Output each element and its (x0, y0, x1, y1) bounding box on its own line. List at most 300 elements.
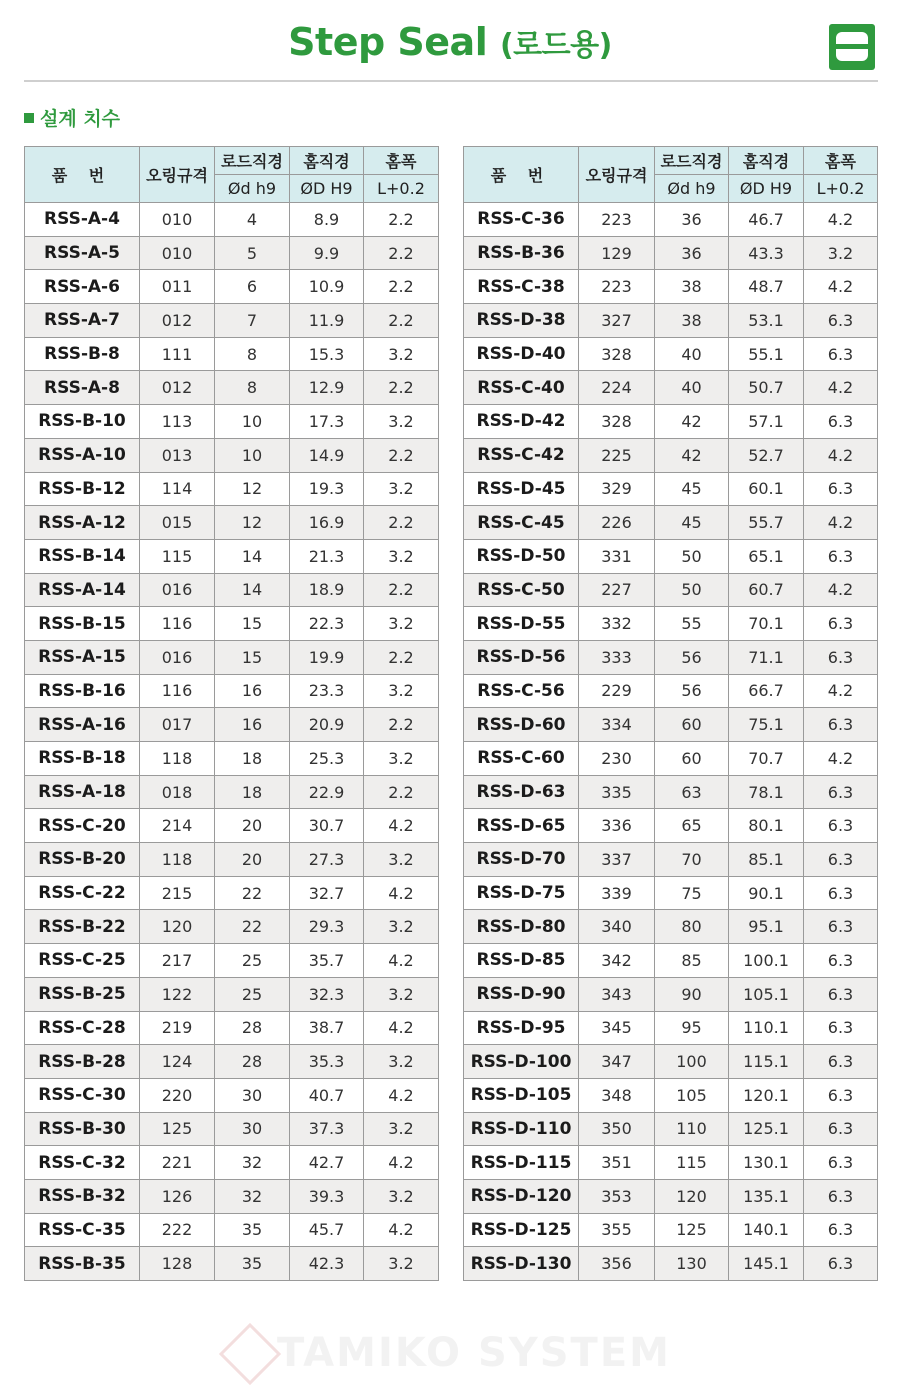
cell-rod-dia: 55 (655, 607, 729, 641)
cell-part-no: RSS-C-50 (464, 573, 579, 607)
cell-rod-dia: 20 (215, 809, 290, 843)
cell-groove-width: 4.2 (364, 1146, 439, 1180)
cell-oring: 120 (140, 910, 215, 944)
cell-groove-dia: 105.1 (729, 977, 804, 1011)
cell-groove-dia: 18.9 (290, 573, 364, 607)
cell-oring: 016 (140, 573, 215, 607)
cell-part-no: RSS-B-12 (25, 472, 140, 506)
title-main: Step Seal (288, 20, 488, 64)
cell-groove-dia: 70.1 (729, 607, 804, 641)
watermark (225, 1330, 671, 1376)
cell-groove-dia: 12.9 (290, 371, 364, 405)
table-row (464, 910, 878, 944)
table-row (464, 1045, 878, 1079)
cell-oring: 223 (579, 270, 655, 304)
table-row (25, 944, 439, 978)
cell-part-no: RSS-D-95 (464, 1011, 579, 1045)
cell-groove-dia: 80.1 (729, 809, 804, 843)
cell-part-no: RSS-C-22 (25, 876, 140, 910)
cell-oring: 010 (140, 203, 215, 237)
cell-groove-dia: 35.3 (290, 1045, 364, 1079)
cell-groove-width: 6.3 (804, 1078, 878, 1112)
header-groove-sub: ØD H9 (290, 175, 364, 203)
table-row (25, 472, 439, 506)
header-width-sub: L+0.2 (804, 175, 878, 203)
cell-oring: 012 (140, 304, 215, 338)
cell-groove-dia: 60.1 (729, 472, 804, 506)
cell-part-no: RSS-C-56 (464, 674, 579, 708)
cell-rod-dia: 4 (215, 203, 290, 237)
cell-groove-dia: 42.3 (290, 1247, 364, 1281)
cell-rod-dia: 63 (655, 775, 729, 809)
table-row (464, 203, 878, 237)
cell-rod-dia: 28 (215, 1011, 290, 1045)
cell-groove-width: 6.3 (804, 977, 878, 1011)
table-row (25, 977, 439, 1011)
cell-part-no: RSS-D-38 (464, 304, 579, 338)
table-row (464, 472, 878, 506)
cell-rod-dia: 35 (215, 1213, 290, 1247)
cell-groove-dia: 30.7 (290, 809, 364, 843)
cell-part-no: RSS-C-45 (464, 506, 579, 540)
table-row (25, 203, 439, 237)
cell-oring: 124 (140, 1045, 215, 1079)
cell-groove-dia: 95.1 (729, 910, 804, 944)
cell-oring: 125 (140, 1112, 215, 1146)
cell-oring: 116 (140, 607, 215, 641)
cell-part-no: RSS-B-30 (25, 1112, 140, 1146)
table-row (464, 573, 878, 607)
tamiko-logo-icon (829, 24, 875, 70)
cell-part-no: RSS-D-115 (464, 1146, 579, 1180)
cell-oring: 224 (579, 371, 655, 405)
cell-part-no: RSS-D-63 (464, 775, 579, 809)
cell-part-no: RSS-B-16 (25, 674, 140, 708)
cell-part-no: RSS-B-20 (25, 843, 140, 877)
table-body-left (25, 203, 439, 1281)
cell-rod-dia: 10 (215, 405, 290, 439)
cell-groove-width: 6.3 (804, 1247, 878, 1281)
cell-oring: 353 (579, 1179, 655, 1213)
cell-groove-width: 6.3 (804, 1011, 878, 1045)
cell-part-no: RSS-B-22 (25, 910, 140, 944)
header-rod-sub: Ød h9 (215, 175, 290, 203)
cell-groove-dia: 110.1 (729, 1011, 804, 1045)
cell-rod-dia: 95 (655, 1011, 729, 1045)
cell-rod-dia: 50 (655, 573, 729, 607)
cell-part-no: RSS-B-35 (25, 1247, 140, 1281)
table-row (25, 910, 439, 944)
cell-oring: 116 (140, 674, 215, 708)
cell-groove-width: 3.2 (364, 1045, 439, 1079)
cell-groove-width: 3.2 (364, 843, 439, 877)
cell-oring: 115 (140, 539, 215, 573)
table-row (25, 438, 439, 472)
cell-rod-dia: 45 (655, 506, 729, 540)
table-row (464, 405, 878, 439)
cell-groove-width: 3.2 (364, 674, 439, 708)
cell-groove-width: 6.3 (804, 472, 878, 506)
cell-oring: 219 (140, 1011, 215, 1045)
cell-rod-dia: 25 (215, 977, 290, 1011)
cell-groove-dia: 8.9 (290, 203, 364, 237)
cell-oring: 329 (579, 472, 655, 506)
section-heading (24, 104, 120, 131)
cell-groove-width: 6.3 (804, 1045, 878, 1079)
cell-part-no: RSS-B-10 (25, 405, 140, 439)
table-row (464, 775, 878, 809)
cell-groove-dia: 25.3 (290, 742, 364, 776)
cell-groove-width: 2.2 (364, 640, 439, 674)
cell-rod-dia: 16 (215, 674, 290, 708)
cell-part-no: RSS-A-15 (25, 640, 140, 674)
table-row (464, 876, 878, 910)
table-row (464, 337, 878, 371)
cell-rod-dia: 38 (655, 270, 729, 304)
cell-groove-dia: 20.9 (290, 708, 364, 742)
table-row (464, 1078, 878, 1112)
table-row (464, 674, 878, 708)
cell-oring: 328 (579, 405, 655, 439)
header-groove: 홈직경 (729, 147, 804, 175)
cell-oring: 226 (579, 506, 655, 540)
cell-rod-dia: 30 (215, 1112, 290, 1146)
cell-rod-dia: 60 (655, 742, 729, 776)
cell-part-no: RSS-D-75 (464, 876, 579, 910)
cell-groove-width: 3.2 (364, 607, 439, 641)
cell-groove-width: 4.2 (804, 573, 878, 607)
table-row (464, 236, 878, 270)
cell-part-no: RSS-D-130 (464, 1247, 579, 1281)
cell-groove-dia: 22.9 (290, 775, 364, 809)
table-row (25, 506, 439, 540)
cell-part-no: RSS-D-55 (464, 607, 579, 641)
cell-part-no: RSS-D-40 (464, 337, 579, 371)
cell-groove-dia: 42.7 (290, 1146, 364, 1180)
cell-part-no: RSS-C-60 (464, 742, 579, 776)
table-row (25, 236, 439, 270)
cell-part-no: RSS-C-40 (464, 371, 579, 405)
table-row (25, 270, 439, 304)
table-row (25, 304, 439, 338)
header-rod: 로드직경 (215, 147, 290, 175)
cell-groove-width: 3.2 (364, 1179, 439, 1213)
cell-groove-dia: 50.7 (729, 371, 804, 405)
table-row (25, 1213, 439, 1247)
table-row (25, 405, 439, 439)
cell-rod-dia: 120 (655, 1179, 729, 1213)
cell-rod-dia: 85 (655, 944, 729, 978)
cell-oring: 128 (140, 1247, 215, 1281)
cell-oring: 342 (579, 944, 655, 978)
cell-oring: 013 (140, 438, 215, 472)
cell-part-no: RSS-A-18 (25, 775, 140, 809)
cell-rod-dia: 40 (655, 371, 729, 405)
cell-oring: 222 (140, 1213, 215, 1247)
cell-groove-dia: 39.3 (290, 1179, 364, 1213)
cell-rod-dia: 125 (655, 1213, 729, 1247)
cell-groove-width: 6.3 (804, 640, 878, 674)
cell-part-no: RSS-D-80 (464, 910, 579, 944)
table-row (25, 1247, 439, 1281)
title-subtitle: (로드용) (499, 28, 612, 63)
cell-part-no: RSS-C-20 (25, 809, 140, 843)
cell-groove-width: 3.2 (364, 539, 439, 573)
cell-rod-dia: 130 (655, 1247, 729, 1281)
cell-groove-dia: 38.7 (290, 1011, 364, 1045)
cell-groove-width: 6.3 (804, 1179, 878, 1213)
cell-groove-width: 3.2 (364, 910, 439, 944)
cell-part-no: RSS-A-7 (25, 304, 140, 338)
cell-groove-width: 6.3 (804, 1146, 878, 1180)
cell-rod-dia: 42 (655, 438, 729, 472)
cell-rod-dia: 10 (215, 438, 290, 472)
table-row (25, 371, 439, 405)
cell-groove-width: 3.2 (804, 236, 878, 270)
cell-groove-dia: 9.9 (290, 236, 364, 270)
table-row (464, 1213, 878, 1247)
cell-groove-width: 4.2 (804, 371, 878, 405)
cell-groove-width: 6.3 (804, 843, 878, 877)
table-row (464, 708, 878, 742)
cell-groove-dia: 40.7 (290, 1078, 364, 1112)
cell-groove-width: 6.3 (804, 910, 878, 944)
cell-oring: 223 (579, 203, 655, 237)
cell-rod-dia: 36 (655, 236, 729, 270)
cell-rod-dia: 35 (215, 1247, 290, 1281)
cell-oring: 215 (140, 876, 215, 910)
cell-groove-dia: 115.1 (729, 1045, 804, 1079)
page-title (0, 20, 900, 64)
cell-oring: 328 (579, 337, 655, 371)
cell-rod-dia: 56 (655, 640, 729, 674)
cell-oring: 331 (579, 539, 655, 573)
cell-oring: 350 (579, 1112, 655, 1146)
cell-oring: 343 (579, 977, 655, 1011)
table-row (25, 607, 439, 641)
cell-oring: 011 (140, 270, 215, 304)
cell-groove-width: 6.3 (804, 405, 878, 439)
table-row (464, 1179, 878, 1213)
cell-rod-dia: 6 (215, 270, 290, 304)
cell-rod-dia: 12 (215, 506, 290, 540)
table-row (464, 1011, 878, 1045)
cell-rod-dia: 90 (655, 977, 729, 1011)
cell-groove-width: 6.3 (804, 876, 878, 910)
table-row (25, 876, 439, 910)
cell-rod-dia: 8 (215, 337, 290, 371)
cell-part-no: RSS-B-8 (25, 337, 140, 371)
cell-oring: 111 (140, 337, 215, 371)
header-width: 홈폭 (364, 147, 439, 175)
cell-rod-dia: 22 (215, 876, 290, 910)
cell-part-no: RSS-D-56 (464, 640, 579, 674)
cell-groove-width: 4.2 (804, 742, 878, 776)
header-width: 홈폭 (804, 147, 878, 175)
cell-oring: 337 (579, 843, 655, 877)
table-row (464, 742, 878, 776)
cell-part-no: RSS-D-42 (464, 405, 579, 439)
cell-groove-dia: 145.1 (729, 1247, 804, 1281)
cell-groove-dia: 29.3 (290, 910, 364, 944)
cell-groove-dia: 11.9 (290, 304, 364, 338)
cell-oring: 333 (579, 640, 655, 674)
cell-oring: 015 (140, 506, 215, 540)
table-row (464, 809, 878, 843)
cell-oring: 345 (579, 1011, 655, 1045)
table-row (25, 708, 439, 742)
cell-oring: 113 (140, 405, 215, 439)
cell-groove-width: 4.2 (364, 876, 439, 910)
cell-part-no: RSS-C-28 (25, 1011, 140, 1045)
cell-oring: 010 (140, 236, 215, 270)
cell-groove-dia: 85.1 (729, 843, 804, 877)
cell-oring: 225 (579, 438, 655, 472)
cell-groove-width: 6.3 (804, 304, 878, 338)
cell-part-no: RSS-B-15 (25, 607, 140, 641)
cell-groove-width: 2.2 (364, 573, 439, 607)
table-row (25, 775, 439, 809)
cell-rod-dia: 32 (215, 1146, 290, 1180)
table-row (464, 438, 878, 472)
cell-part-no: RSS-D-105 (464, 1078, 579, 1112)
cell-oring: 221 (140, 1146, 215, 1180)
cell-oring: 335 (579, 775, 655, 809)
cell-part-no: RSS-C-36 (464, 203, 579, 237)
table-row (25, 1045, 439, 1079)
cell-part-no: RSS-C-30 (25, 1078, 140, 1112)
cell-oring: 336 (579, 809, 655, 843)
cell-groove-dia: 66.7 (729, 674, 804, 708)
cell-oring: 118 (140, 843, 215, 877)
cell-groove-dia: 130.1 (729, 1146, 804, 1180)
cell-oring: 016 (140, 640, 215, 674)
cell-oring: 347 (579, 1045, 655, 1079)
cell-rod-dia: 18 (215, 775, 290, 809)
cell-rod-dia: 75 (655, 876, 729, 910)
cell-groove-dia: 100.1 (729, 944, 804, 978)
cell-oring: 114 (140, 472, 215, 506)
cell-groove-dia: 27.3 (290, 843, 364, 877)
cell-part-no: RSS-C-25 (25, 944, 140, 978)
cell-groove-dia: 125.1 (729, 1112, 804, 1146)
cell-oring: 217 (140, 944, 215, 978)
cell-rod-dia: 42 (655, 405, 729, 439)
cell-groove-dia: 15.3 (290, 337, 364, 371)
cell-oring: 339 (579, 876, 655, 910)
cell-part-no: RSS-D-45 (464, 472, 579, 506)
cell-groove-dia: 45.7 (290, 1213, 364, 1247)
cell-groove-dia: 16.9 (290, 506, 364, 540)
cell-groove-width: 3.2 (364, 742, 439, 776)
cell-groove-dia: 120.1 (729, 1078, 804, 1112)
cell-groove-width: 6.3 (804, 607, 878, 641)
cell-part-no: RSS-D-90 (464, 977, 579, 1011)
cell-rod-dia: 18 (215, 742, 290, 776)
table-row (464, 640, 878, 674)
cell-groove-dia: 70.7 (729, 742, 804, 776)
cell-groove-dia: 71.1 (729, 640, 804, 674)
section-title: 설계 치수 (40, 108, 121, 130)
cell-groove-width: 3.2 (364, 472, 439, 506)
cell-part-no: RSS-C-42 (464, 438, 579, 472)
header-part-no: 품 번 (25, 147, 140, 203)
cell-groove-width: 2.2 (364, 236, 439, 270)
header-width-sub: L+0.2 (364, 175, 439, 203)
table-row (25, 1078, 439, 1112)
cell-oring: 356 (579, 1247, 655, 1281)
cell-rod-dia: 5 (215, 236, 290, 270)
table-row (25, 573, 439, 607)
cell-oring: 230 (579, 742, 655, 776)
cell-part-no: RSS-A-16 (25, 708, 140, 742)
cell-oring: 355 (579, 1213, 655, 1247)
table-row (464, 944, 878, 978)
cell-rod-dia: 12 (215, 472, 290, 506)
cell-part-no: RSS-D-65 (464, 809, 579, 843)
table-row (25, 640, 439, 674)
cell-rod-dia: 56 (655, 674, 729, 708)
cell-part-no: RSS-B-36 (464, 236, 579, 270)
header-groove-sub: ØD H9 (729, 175, 804, 203)
cell-oring: 129 (579, 236, 655, 270)
cell-rod-dia: 22 (215, 910, 290, 944)
cell-groove-dia: 46.7 (729, 203, 804, 237)
cell-part-no: RSS-B-32 (25, 1179, 140, 1213)
cell-groove-dia: 19.9 (290, 640, 364, 674)
cell-oring: 334 (579, 708, 655, 742)
cell-part-no: RSS-D-85 (464, 944, 579, 978)
table-row (25, 1112, 439, 1146)
cell-oring: 214 (140, 809, 215, 843)
cell-groove-width: 6.3 (804, 337, 878, 371)
cell-rod-dia: 15 (215, 607, 290, 641)
table-row (464, 506, 878, 540)
cell-groove-width: 4.2 (364, 1213, 439, 1247)
cell-groove-dia: 23.3 (290, 674, 364, 708)
table-row (464, 977, 878, 1011)
cell-groove-dia: 22.3 (290, 607, 364, 641)
cell-part-no: RSS-A-5 (25, 236, 140, 270)
cell-groove-dia: 55.7 (729, 506, 804, 540)
cell-rod-dia: 20 (215, 843, 290, 877)
cell-oring: 118 (140, 742, 215, 776)
cell-oring: 122 (140, 977, 215, 1011)
table-row (25, 1146, 439, 1180)
table-row (464, 1247, 878, 1281)
cell-groove-dia: 48.7 (729, 270, 804, 304)
cell-groove-dia: 32.7 (290, 876, 364, 910)
cell-groove-width: 6.3 (804, 1213, 878, 1247)
cell-part-no: RSS-D-120 (464, 1179, 579, 1213)
cell-groove-dia: 78.1 (729, 775, 804, 809)
cell-part-no: RSS-D-110 (464, 1112, 579, 1146)
cell-groove-width: 6.3 (804, 539, 878, 573)
cell-groove-width: 4.2 (804, 438, 878, 472)
cell-groove-dia: 53.1 (729, 304, 804, 338)
cell-rod-dia: 38 (655, 304, 729, 338)
cell-rod-dia: 32 (215, 1179, 290, 1213)
cell-groove-dia: 55.1 (729, 337, 804, 371)
cell-part-no: RSS-C-32 (25, 1146, 140, 1180)
cell-rod-dia: 15 (215, 640, 290, 674)
cell-rod-dia: 70 (655, 843, 729, 877)
header-oring: 오링규격 (140, 147, 215, 203)
cell-groove-width: 4.2 (364, 1078, 439, 1112)
cell-rod-dia: 40 (655, 337, 729, 371)
table-row (25, 809, 439, 843)
cell-part-no: RSS-A-4 (25, 203, 140, 237)
